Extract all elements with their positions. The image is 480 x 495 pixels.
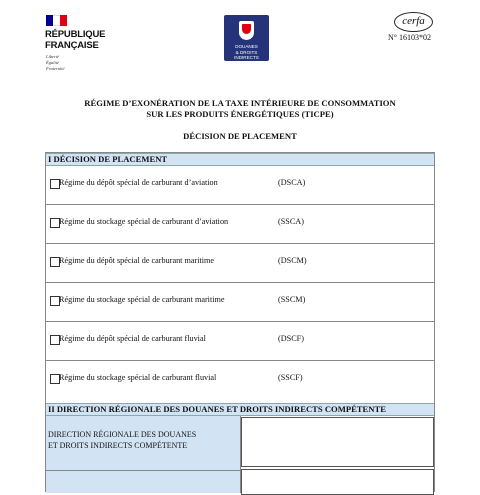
option-row-dscf <box>46 322 434 361</box>
option-label: Régime du dépôt spécial de carburant d’aviation <box>59 178 218 187</box>
option-row-dscm <box>46 244 434 283</box>
republic-motto: Liberté Égalité Fraternité <box>46 54 65 71</box>
document-subtitle: DÉCISION DE PLACEMENT <box>183 131 297 141</box>
republique-francaise-logo: RÉPUBLIQUE FRANÇAISE <box>45 29 106 51</box>
cerfa-number: N° 16103*02 <box>388 33 431 42</box>
option-code: (SSCM) <box>278 295 306 304</box>
douanes-emblem-icon <box>239 21 254 40</box>
option-label: Régime du stockage spécial de carburant d’aviation <box>59 217 229 226</box>
next-field-label <box>46 470 241 493</box>
french-flag-logo <box>46 15 67 26</box>
cerfa-logo: cerfa <box>394 12 433 32</box>
option-label: Régime du stockage spécial de carburant maritime <box>59 295 225 304</box>
section-header-direction: II DIRECTION RÉGIONALE DES DOUANES ET DROITS INDIRECTS COMPÉTENTE <box>46 403 434 416</box>
douanes-logo: DOUANES & DROITS INDIRECTS <box>224 15 269 61</box>
option-code: (DSCF) <box>278 334 304 343</box>
option-row-ssca <box>46 205 434 244</box>
placement-form <box>45 152 435 492</box>
option-code: (SSCA) <box>278 217 304 226</box>
option-label: Régime du stockage spécial de carburant fluvial <box>59 373 217 382</box>
section-header-decision: I DÉCISION DE PLACEMENT <box>46 153 434 166</box>
direction-field-label: DIRECTION RÉGIONALE DES DOUANES ET DROITS INDIRECTS COMPÉTENTE <box>46 416 241 470</box>
option-code: (DSCA) <box>278 178 306 187</box>
option-row-sscm <box>46 283 434 322</box>
direction-input[interactable] <box>241 417 434 467</box>
option-label: Régime du dépôt spécial de carburant fluvial <box>59 334 206 343</box>
option-code: (DSCM) <box>278 256 307 265</box>
option-label: Régime du dépôt spécial de carburant maritime <box>59 256 215 265</box>
next-field-input[interactable] <box>241 469 434 495</box>
option-code: (SSCF) <box>278 373 303 382</box>
option-row-dsca <box>46 166 434 205</box>
option-row-sscf <box>46 361 434 400</box>
document-title: RÉGIME D’EXONÉRATION DE LA TAXE INTÉRIEURE DE CONSOMMATION SUR LES PRODUITS ÉNERGÉTIQUES (TICPE) <box>84 98 396 119</box>
